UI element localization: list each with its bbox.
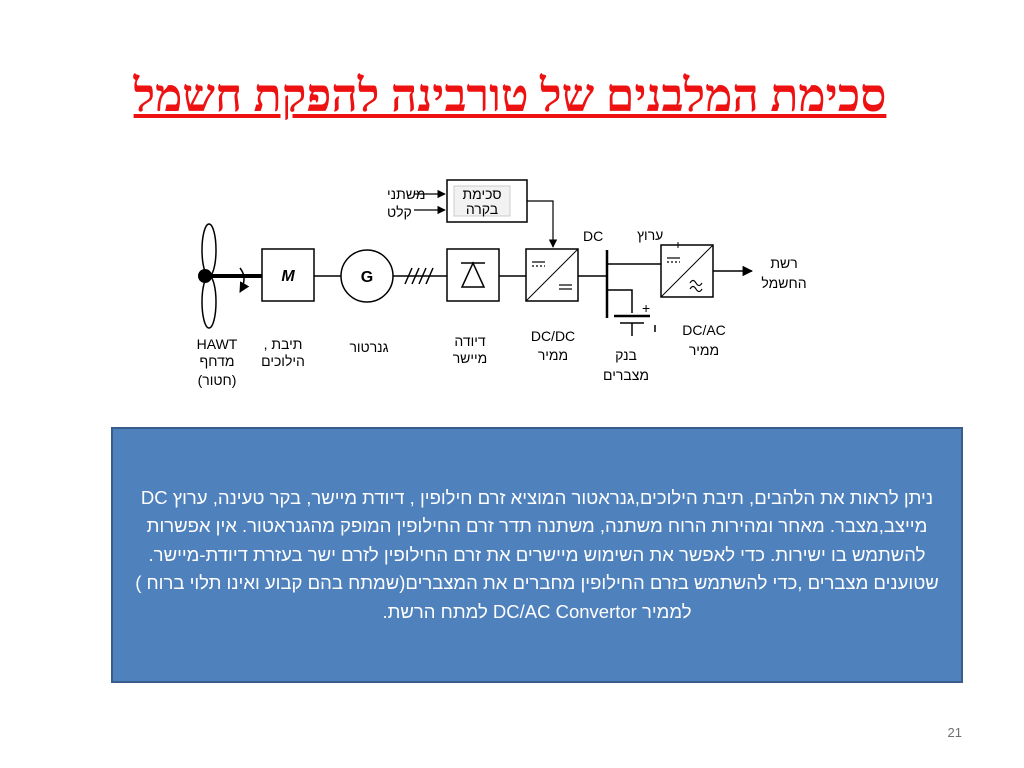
input-label-1: משתני [387,186,426,202]
control-box-label-1: סכימת [462,186,502,202]
gearbox-block [262,249,314,301]
control-scheme-block [447,180,527,222]
dcdc-label-2: ממיר [537,347,569,363]
battery-label-1: בנק [615,347,637,363]
slide-title: סכימת המלבנים של טורבינה להפקת חשמל [133,70,887,121]
generator-symbol: G [360,269,374,286]
control-box-label-2: בקרה [465,201,499,217]
dcdc-label-1: DC/DC [530,328,576,344]
battery-label-2: מצברים [603,367,649,383]
page-number: 21 [947,725,962,740]
hawt-label-3: (חטור) [197,372,237,388]
grid-label-2: החשמל [761,275,807,291]
gearbox-label-1: תיבת , [263,336,303,352]
dc-bus-label: DC [583,228,604,244]
input-label-2: קלט [387,204,412,220]
battery-polarity: + [642,300,651,316]
battery-lead [607,290,632,313]
dc-bus-name: ערוץ [637,227,664,243]
dcac-label-2: ממיר [688,342,720,358]
dcac-converter-block [661,242,713,297]
description-text: ניתן לראות את הלהבים, תיבת הילוכים,גנראטור המוציא זרם חילופין , דיודת מיישר, בקר טעינה, ערוץ DC מייצב,מצבר. מאחר ומהירות הרוח משתנה, משתנה תדר זרם החילופין המופק מהגנראטור. אין אפשרות להשתמש בו ישירות. כדי לאפשר את השימוש מיישרים את זרם החילופין לזרם ישר בעזרת דיודת-מיישר. שטוענים מצברים ,כדי להשתמש בזרם החילופין מחברים את המצברים(שמתח בהם קבוע ואינו תלוי ברוח ) לממיר DC/AC Convertor למתח הרשת. [135,486,939,622]
generator-label: גנרטור [349,339,389,355]
rectifier-label-1: דיודה [454,333,486,349]
hawt-label-1: HAWT [196,336,238,352]
battery-icon [614,316,655,336]
hawt-label-2: מדחף [199,353,235,369]
dcdc-converter-block [526,249,578,301]
rectifier-label-2: מיישר [452,350,488,366]
dcac-label-1: DC/AC [682,322,726,338]
control-signal-arrow [527,201,553,247]
gearbox-label-2: הילוכים [261,353,305,369]
rectifier-block [447,249,499,301]
motor-symbol: M [281,268,295,285]
generator-block [341,250,393,302]
description-box [111,427,963,683]
grid-label-1: רשת [770,255,798,271]
